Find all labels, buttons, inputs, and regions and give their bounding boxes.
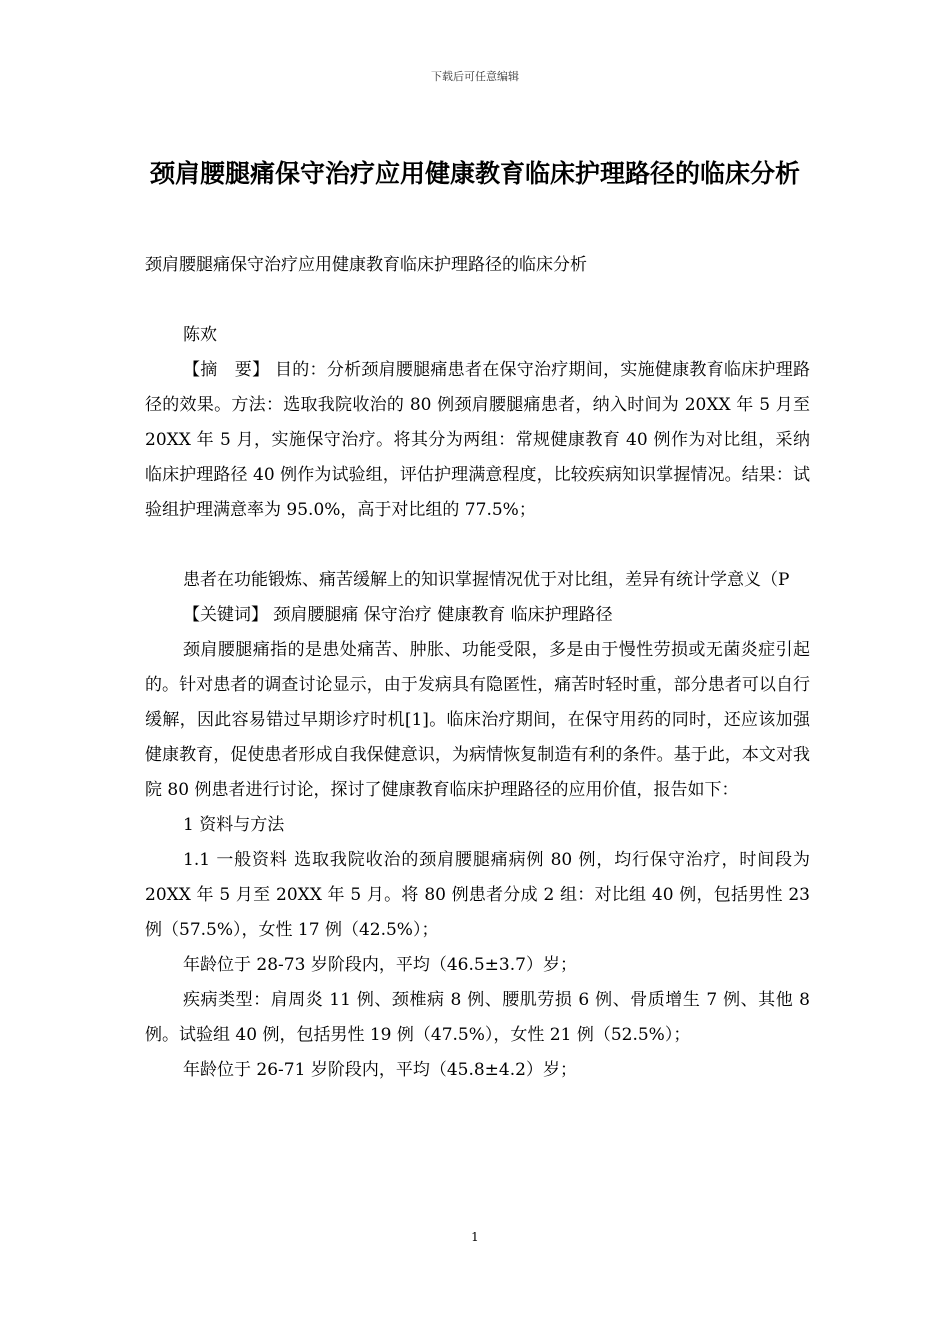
abstract-paragraph (145, 353, 810, 528)
abstract-label: 【摘 要】 (183, 360, 270, 380)
abstract-continuation: 患者在功能锻炼、痛苦缓解上的知识掌握情况优于对比组，差异有统计学意义（P (183, 570, 790, 590)
age-paragraph-control: 年龄位于 28-73 岁阶段内，平均（46.5±3.7）岁； (183, 955, 577, 975)
section-1-1-paragraph: 1.1 一般资料 选取我院收治的颈肩腰腿痛病例 80 例，均行保守治疗，时间段为 20XX 年 5 月至 20XX 年 5 月。将 80 例患者分成 2 组：对比组 40 例，包括男性 23 例（57.5%），女性 17 例（42.5%）； (145, 850, 810, 940)
keywords-text: 颈肩腰腿痛 保守治疗 健康教育 临床护理路径 (273, 605, 613, 625)
spacer (145, 528, 810, 563)
age-paragraph-trial: 年龄位于 26-71 岁阶段内，平均（45.8±4.2）岁； (183, 1060, 577, 1080)
document-body (145, 248, 810, 1088)
author: 陈欢 (183, 325, 217, 345)
intro-paragraph: 颈肩腰腿痛指的是患处痛苦、肿胀、功能受限，多是由于慢性劳损或无菌炎症引起的。针对患者的调查讨论显示，由于发病具有隐匿性，痛苦时轻时重，部分患者可以自行缓解，因此容易错过早期诊疗时机[1]。临床治疗期间，在保守用药的同时，还应该加强健康教育，促使患者形成自我保健意识，为病情恢复制造有利的条件。基于此，本文对我院 80 例患者进行讨论，探讨了健康教育临床护理路径的应用价值，报告如下： (145, 640, 810, 800)
section-heading-1: 1 资料与方法 (183, 815, 285, 835)
keywords-paragraph (145, 598, 810, 633)
page-number: 1 (471, 1230, 479, 1244)
disease-types-paragraph: 疾病类型：肩周炎 11 例、颈椎病 8 例、腰肌劳损 6 例、骨质增生 7 例、其他 8 例。试验组 40 例，包括男性 19 例（47.5%），女性 21 例（52.5%）； (145, 990, 810, 1045)
subtitle: 颈肩腰腿痛保守治疗应用健康教育临床护理路径的临床分析 (145, 255, 587, 275)
page-header-note: 下载后可任意编辑 (431, 70, 519, 83)
abstract-text: 目的：分析颈肩腰腿痛患者在保守治疗期间，实施健康教育临床护理路径的效果。方法：选取我院收治的 80 例颈肩腰腿痛患者，纳入时间为 20XX 年 5 月至 20XX 年 5 月，实施保守治疗。将其分为两组：常规健康教育 40 例作为对比组，采纳临床护理路径 40 例作为试验组，评估护理满意程度，比较疾病知识掌握情况。结果：试验组护理满意率为 95.0%，高于对比组的 77.5%； (145, 360, 811, 520)
document-title: 颈肩腰腿痛保守治疗应用健康教育临床护理路径的临床分析 (149, 159, 800, 188)
keywords-label: 【关键词】 (183, 605, 268, 625)
spacer (145, 283, 810, 318)
